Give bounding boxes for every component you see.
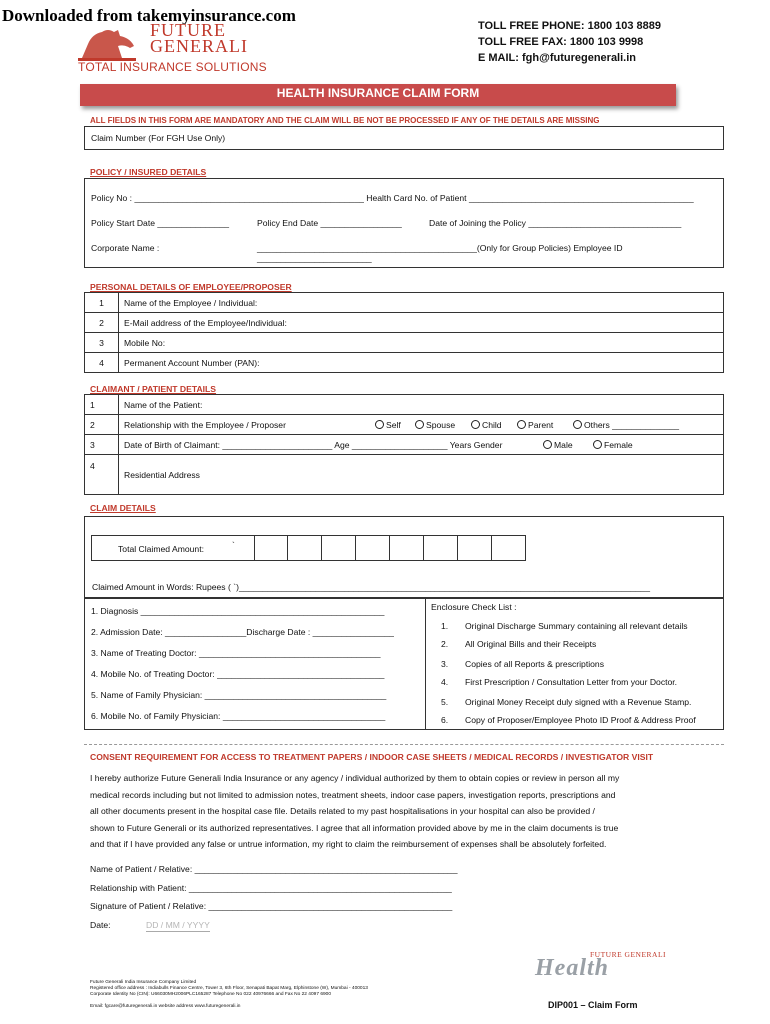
digit-box[interactable] — [322, 535, 356, 561]
table-row[interactable] — [85, 455, 724, 495]
claim-items-box — [84, 598, 724, 730]
family-physician-mobile-field[interactable]: 6. Mobile No. of Family Physician: __________________________________ — [91, 711, 386, 721]
gender-option-female[interactable] — [593, 440, 633, 450]
footer-company-name: Future Generali India Insurance Company Limited — [90, 980, 197, 985]
option-label: Self — [386, 420, 401, 430]
row-label: Permanent Account Number (PAN): — [119, 353, 724, 373]
row-label: Name of the Employee / Individual: — [119, 293, 724, 313]
personal-section-heading: PERSONAL DETAILS OF EMPLOYEE/PROPOSER — [90, 282, 292, 292]
consent-line: medical records including but not limited to admission notes, treatment sheets, indoor case papers, investigation reports, prescriptions and — [90, 789, 616, 800]
row-label: Name of the Patient: — [119, 395, 724, 415]
patient-name-field[interactable]: Name of Patient / Relative: _______________________________________________________ — [90, 864, 458, 874]
row-label: E-Mail address of the Employee/Individual: — [119, 313, 724, 333]
relationship-option-child[interactable] — [471, 420, 502, 430]
form-code: DIP001 – Claim Form — [548, 1000, 638, 1010]
option-label: Spouse — [426, 420, 456, 430]
diagnosis-field[interactable]: 1. Diagnosis ___________________________________________________ — [91, 606, 385, 616]
footer-address: Registered office address : Indiabulls Finance Centre, Tower 3, 6th Floor, Senapati Bapat Marg, Elphinstone (W), Mumbai - 400013 — [90, 986, 368, 991]
corporate-name-field[interactable]: ______________________________________________(Only for Group Policies) Employee ID ________________________ — [257, 243, 623, 263]
relationship-option-self[interactable] — [375, 420, 401, 430]
row-number: 1 — [85, 293, 119, 313]
treating-doctor-field[interactable]: 3. Name of Treating Doctor: ______________________________________ — [91, 648, 381, 658]
checklist-item: Copies of all Reports & prescriptions — [465, 659, 604, 669]
claim-section-heading: CLAIM DETAILS — [90, 503, 156, 513]
total-claimed-amount-box — [91, 535, 255, 561]
table-row[interactable] — [85, 353, 724, 373]
table-row[interactable] — [85, 333, 724, 353]
radio-circle-icon — [543, 440, 552, 449]
claimant-details-table — [84, 394, 724, 495]
corporate-name-label: Corporate Name : — [91, 243, 160, 253]
signature-field[interactable]: Signature of Patient / Relative: ___________________________________________________ — [90, 901, 453, 911]
radio-circle-icon — [415, 420, 424, 429]
digit-box[interactable] — [492, 535, 526, 561]
digit-box[interactable] — [458, 535, 492, 561]
gender-option-male[interactable] — [543, 440, 573, 450]
relationship-label: Relationship with the Employee / Proposer — [124, 419, 286, 430]
digit-box[interactable] — [356, 535, 390, 561]
logo-line-future: FUTURE — [150, 20, 227, 40]
section-divider — [84, 744, 724, 745]
checklist-item: Original Discharge Summary containing all relevant details — [465, 621, 688, 631]
digit-box[interactable] — [254, 535, 288, 561]
toll-free-fax: TOLL FREE FAX: 1800 103 9998 — [478, 36, 644, 48]
option-label: Female — [604, 440, 633, 450]
checklist-number: 3. — [441, 659, 449, 669]
claimant-section-heading: CLAIMANT / PATIENT DETAILS — [90, 384, 217, 394]
amount-in-words-field[interactable]: Claimed Amount in Words: Rupees ( `)______________________________________________________________________________________ — [92, 582, 650, 592]
claim-number-label: Claim Number (For FGH Use Only) — [91, 133, 226, 143]
column-divider — [425, 599, 426, 729]
rupee-mark: ` — [232, 540, 235, 550]
checklist-number: 2. — [441, 639, 449, 649]
checklist-heading: Enclosure Check List : — [431, 602, 517, 612]
row-label: Residential Address — [119, 455, 724, 495]
digit-box[interactable] — [424, 535, 458, 561]
row-number: 2 — [85, 415, 119, 435]
radio-circle-icon — [593, 440, 602, 449]
policy-details-box — [84, 178, 724, 268]
lion-emblem-icon — [78, 24, 138, 64]
radio-circle-icon — [517, 420, 526, 429]
relationship-option-spouse[interactable] — [415, 420, 455, 430]
row-number: 2 — [85, 313, 119, 333]
relationship-field[interactable]: Relationship with Patient: _______________________________________________________ — [90, 883, 452, 893]
footer-logo-brand: FUTURE GENERALI — [590, 950, 667, 959]
row-number: 1 — [85, 395, 119, 415]
table-row[interactable] — [85, 395, 724, 415]
policy-section-heading: POLICY / INSURED DETAILS — [90, 167, 207, 177]
radio-circle-icon — [375, 420, 384, 429]
table-row[interactable] — [85, 293, 724, 313]
footer-cin: Corporate Identity No (CIN): U66030MH2006PLC165287 Telephone No 022 40976666 and Fax No 22 4097 6900 — [90, 992, 331, 997]
digit-box[interactable] — [390, 535, 424, 561]
form-title: HEALTH INSURANCE CLAIM FORM — [80, 84, 676, 106]
date-label: Date: — [90, 920, 111, 930]
contact-email: E MAIL: fgh@futuregenerali.in — [478, 52, 637, 64]
checklist-item: Original Money Receipt duly signed with a Revenue Stamp. — [465, 697, 692, 707]
future-generali-logo — [78, 18, 268, 76]
policy-start-date-field[interactable]: Policy Start Date _______________ — [91, 218, 230, 228]
digit-box[interactable] — [288, 535, 322, 561]
row-number: 4 — [85, 455, 119, 495]
option-label: Parent — [528, 420, 554, 430]
row-label: Mobile No: — [119, 333, 724, 353]
table-row[interactable] — [85, 415, 724, 435]
table-row[interactable] — [85, 435, 724, 455]
checklist-number: 4. — [441, 677, 449, 687]
option-label: Child — [482, 420, 502, 430]
row-number: 4 — [85, 353, 119, 373]
consent-line: I hereby authorize Future Generali India Insurance or any agency / individual authorized by them to obtain copies or review in person all my — [90, 773, 620, 783]
checklist-item: All Original Bills and their Receipts — [465, 639, 597, 649]
checklist-number: 6. — [441, 715, 449, 725]
consent-line: and that if I have provided any false or untrue information, my right to claim the reimbursement of expenses shall be absolutely forfeited. — [90, 839, 607, 849]
amount-digit-boxes[interactable] — [254, 535, 526, 561]
consent-text — [90, 770, 730, 853]
footer-company-info — [90, 980, 510, 1010]
option-label: Others ______________ — [584, 420, 680, 430]
footer-email-website: Email: fgcare@futuregenerali.in website address www.futuregenerali.in — [90, 1004, 241, 1009]
policy-no-field[interactable]: Policy No : ________________________________________________ Health Card No. of Patient _______________________________________________ — [91, 193, 694, 203]
personal-details-table — [84, 292, 724, 373]
toll-free-phone: TOLL FREE PHONE: 1800 103 8889 — [478, 20, 662, 32]
row-number: 3 — [85, 435, 119, 455]
watermark-text: Downloaded from takemyinsurance.com — [2, 6, 296, 25]
logo-tagline: TOTAL INSURANCE SOLUTIONS — [78, 60, 267, 74]
consent-line: shown to Future Generali or its authorized representatives. I agree that all information provided above by me in the claim documents is true — [90, 822, 619, 833]
mandatory-note: ALL FIELDS IN THIS FORM ARE MANDATORY AND THE CLAIM WILL BE NOT BE PROCESSED IF ANY OF THE DETAILS ARE MISSING — [90, 116, 600, 125]
checklist-number: 5. — [441, 697, 449, 707]
family-physician-field[interactable]: 5. Name of Family Physician: ______________________________________ — [91, 690, 387, 700]
claim-number-box[interactable] — [84, 126, 724, 150]
dob-age-gender-field: Date of Birth of Claimant: _______________________ Age ____________________ Years Gender — [124, 439, 503, 450]
option-label: Male — [554, 440, 573, 450]
checklist-item: Copy of Proposer/Employee Photo ID Proof & Address Proof — [465, 715, 696, 725]
checklist-item: First Prescription / Consultation Letter from your Doctor. — [465, 677, 678, 687]
logo-line-generali: GENERALI — [150, 36, 248, 56]
date-field[interactable]: DD / MM / YYYY — [146, 920, 210, 930]
radio-circle-icon — [573, 420, 582, 429]
radio-circle-icon — [471, 420, 480, 429]
relationship-option-others[interactable] — [573, 420, 679, 430]
row-number: 3 — [85, 333, 119, 353]
consent-heading: CONSENT REQUIREMENT FOR ACCESS TO TREATMENT PAPERS / INDOOR CASE SHEETS / MEDICAL RECORDS / INVESTIGATOR VISIT — [90, 752, 654, 762]
admission-discharge-field[interactable]: 2. Admission Date: _________________Discharge Date : _________________ — [91, 627, 394, 637]
treating-doctor-mobile-field[interactable]: 4. Mobile No. of Treating Doctor: ___________________________________ — [91, 669, 385, 679]
future-generali-health-logo: Health — [535, 955, 610, 981]
checklist-number: 1. — [441, 621, 449, 631]
table-row[interactable] — [85, 313, 724, 333]
relationship-option-parent[interactable] — [517, 420, 553, 430]
consent-line: all other documents present in the hospital case file. Details related to my past hospitalisations in your hospital can also be provided / — [90, 806, 595, 816]
total-claimed-amount-label: Total Claimed Amount: — [118, 544, 204, 554]
policy-end-date-field[interactable]: Policy End Date _________________ — [257, 218, 402, 228]
joining-date-field[interactable]: Date of Joining the Policy ________________________________ — [429, 218, 682, 228]
